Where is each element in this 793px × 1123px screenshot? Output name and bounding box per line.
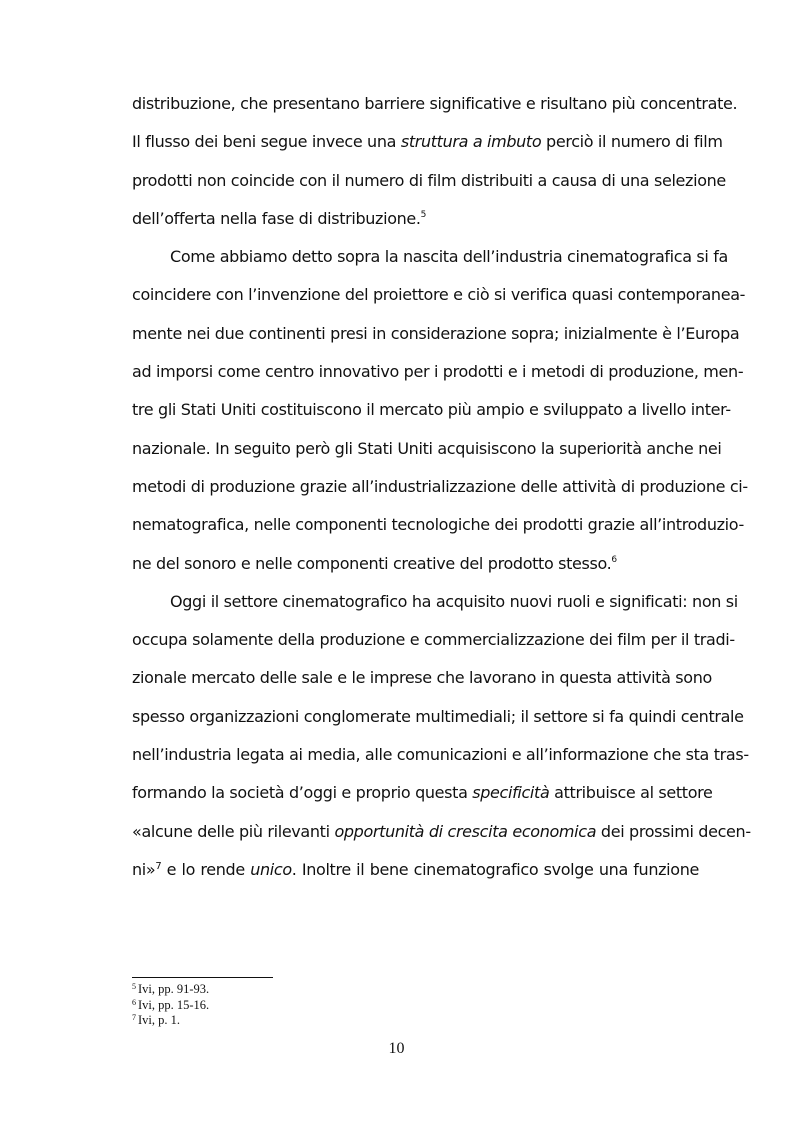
- text-line: [132, 123, 723, 161]
- text-run: nematografica, nelle componenti tecnologiche dei prodotti grazie all’introduzio-: [132, 515, 744, 535]
- text-run: tre gli Stati Uniti costituiscono il mercato più ampio e sviluppato a livello inter-: [132, 400, 731, 420]
- page-number: 10: [388, 1040, 405, 1057]
- footnote-text: Ivi, pp. 15-16.: [138, 997, 210, 1012]
- footnote-text: Ivi, pp. 91-93.: [138, 982, 210, 996]
- footnote-number: 6: [132, 997, 136, 1007]
- text-run: Oggi il settore cinematografico ha acquisito nuovi ruoli e significati: non si: [170, 591, 738, 611]
- text-line: [132, 391, 731, 429]
- text-run: perciò il numero di film: [541, 132, 723, 152]
- text-run: ne del sonoro e nelle componenti creative del prodotto stesso.: [132, 553, 612, 573]
- text-line: [132, 238, 728, 276]
- text-line: [132, 430, 722, 468]
- footnote-separator: [132, 977, 273, 978]
- text-line: [132, 85, 738, 123]
- text-run: prodotti non coincide con il numero di film distribuiti a causa di una selezione: [132, 170, 726, 190]
- text-line: [132, 851, 699, 889]
- text-line: [132, 698, 744, 736]
- text-run: ad imporsi come centro innovativo per i prodotti e i metodi di produzione, men-: [132, 362, 744, 382]
- text-line: [132, 276, 746, 314]
- text-run: nell’industria legata ai media, alle comunicazioni e all’informazione che sta tras-: [132, 745, 749, 765]
- text-run: dei prossimi decen-: [596, 821, 751, 841]
- body-text: [132, 85, 751, 889]
- text-line: [132, 506, 744, 544]
- text-run: e lo rende: [161, 859, 251, 879]
- text-run: metodi di produzione grazie all’industrializzazione delle attività di produzione ci-: [132, 476, 748, 496]
- text-line: [132, 200, 699, 238]
- text-line: [132, 353, 744, 391]
- text-run: formando la società d’oggi e proprio questa: [132, 783, 473, 803]
- footnotes: [132, 982, 209, 1029]
- italic-run: specificità: [472, 783, 550, 803]
- footnote-ref: 5: [420, 209, 427, 220]
- italic-run: opportunità di crescita economica: [334, 821, 597, 841]
- text-run: attribuisce al settore: [549, 783, 713, 803]
- text-run: . Inoltre il bene cinematografico svolge una funzione: [291, 859, 699, 879]
- text-line: [132, 659, 712, 697]
- text-line: [132, 583, 738, 621]
- text-run: mente nei due continenti presi in considerazione sopra; inizialmente è l’Europa: [132, 323, 740, 343]
- text-run: nazionale. In seguito però gli Stati Uniti acquisiscono la superiorità anche nei: [132, 438, 722, 458]
- text-line: [132, 736, 749, 774]
- italic-run: struttura a imbuto: [400, 132, 542, 152]
- footnote: [132, 982, 209, 998]
- text-line: [132, 813, 751, 851]
- text-run: ni»: [132, 859, 156, 879]
- text-run: spesso organizzazioni conglomerate multimediali; il settore si fa quindi centrale: [132, 706, 744, 726]
- text-run: zionale mercato delle sale e le imprese che lavorano in questa attività sono: [132, 668, 712, 688]
- text-run: Come abbiamo detto sopra la nascita dell’industria cinematografica si fa: [170, 247, 728, 267]
- text-line: [132, 774, 713, 812]
- footnote-text: Ivi, p. 1.: [138, 1013, 181, 1027]
- text-line: [132, 468, 748, 506]
- text-line: [132, 621, 735, 659]
- italic-run: unico: [250, 859, 292, 879]
- footnote-number: 5: [132, 982, 136, 991]
- text-run: dell’offerta nella fase di distribuzione.: [132, 208, 421, 228]
- text-run: occupa solamente della produzione e commercializzazione dei film per il tradi-: [132, 630, 735, 650]
- footnote-ref: 7: [155, 860, 162, 872]
- text-run: coincidere con l’invenzione del proiettore e ciò si verifica quasi contemporanea-: [132, 285, 746, 305]
- footnote: [132, 1013, 209, 1029]
- footnote-ref: 6: [611, 554, 618, 565]
- text-line: [132, 315, 740, 353]
- text-run: Il flusso dei beni segue invece una: [132, 132, 401, 152]
- footnote-number: 7: [132, 1013, 136, 1022]
- footnote: [132, 998, 209, 1014]
- text-run: distribuzione, che presentano barriere significative e risultano più concentrate.: [132, 94, 738, 113]
- text-run: «alcune delle più rilevanti: [132, 821, 335, 841]
- text-line: [132, 545, 699, 583]
- text-line: [132, 162, 726, 200]
